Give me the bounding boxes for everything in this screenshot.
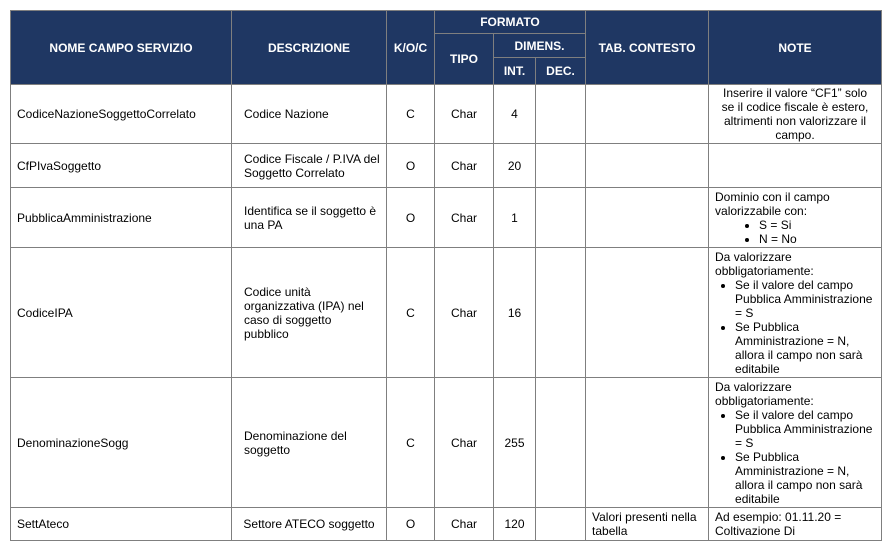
cell-note: Inserire il valore “CF1” solo se il codice fiscale è estero, altrimenti non valorizzare il campo.: [709, 85, 882, 144]
cell-tab: [586, 248, 709, 378]
note-list: [715, 218, 875, 246]
cell-dec: [536, 188, 586, 248]
cell-tipo: Char: [435, 508, 494, 541]
cell-note: [709, 378, 882, 508]
table-row: [11, 248, 882, 378]
cell-koc: C: [387, 248, 435, 378]
cell-note: Ad esempio: 01.11.20 = Coltivazione Di: [709, 508, 882, 541]
table-row: [11, 188, 882, 248]
cell-nome: CodiceNazioneSoggettoCorrelato: [11, 85, 232, 144]
table-row: [11, 144, 882, 188]
cell-int: 255: [494, 378, 536, 508]
cell-tipo: Char: [435, 85, 494, 144]
header-nome-campo: NOME CAMPO SERVIZIO: [11, 11, 232, 85]
cell-tipo: Char: [435, 144, 494, 188]
cell-tab: [586, 85, 709, 144]
cell-note: [709, 188, 882, 248]
note-list: [715, 408, 875, 506]
table-row: [11, 378, 882, 508]
header-formato: FORMATO: [435, 11, 586, 34]
header-tipo: TIPO: [435, 34, 494, 85]
cell-descrizione: Codice Nazione: [232, 85, 387, 144]
cell-int: 1: [494, 188, 536, 248]
cell-dec: [536, 508, 586, 541]
cell-dec: [536, 85, 586, 144]
cell-nome: CfPIvaSoggetto: [11, 144, 232, 188]
cell-tab: [586, 188, 709, 248]
header-note: NOTE: [709, 11, 882, 85]
cell-tab: [586, 378, 709, 508]
cell-nome: PubblicaAmministrazione: [11, 188, 232, 248]
cell-note: [709, 248, 882, 378]
note-intro: Da valorizzare obbligatoriamente:: [715, 379, 814, 408]
service-fields-table: [10, 10, 882, 541]
cell-nome: SettAteco: [11, 508, 232, 541]
header-dec: DEC.: [536, 58, 586, 85]
cell-koc: C: [387, 85, 435, 144]
cell-nome: DenominazioneSogg: [11, 378, 232, 508]
note-list-item: • Se il valore del campo Pubblica Amministrazione = S: [735, 278, 875, 320]
cell-int: 16: [494, 248, 536, 378]
cell-descrizione: Codice Fiscale / P.IVA del Soggetto Correlato: [232, 144, 387, 188]
note-list-item: • N = No: [759, 232, 875, 246]
header-dimens: DIMENS.: [494, 34, 586, 58]
cell-descrizione: Settore ATECO soggetto: [232, 508, 387, 541]
cell-note: [709, 144, 882, 188]
cell-descrizione: Codice unità organizzativa (IPA) nel caso di soggetto pubblico: [232, 248, 387, 378]
note-intro: Dominio con il campo valorizzabile con:: [715, 189, 830, 218]
cell-tab: [586, 144, 709, 188]
header-int: INT.: [494, 58, 536, 85]
cell-descrizione: Denominazione del soggetto: [232, 378, 387, 508]
header-descrizione: DESCRIZIONE: [232, 11, 387, 85]
cell-tipo: Char: [435, 188, 494, 248]
cell-tab: Valori presenti nella tabella: [586, 508, 709, 541]
cell-int: 4: [494, 85, 536, 144]
cell-tipo: Char: [435, 248, 494, 378]
cell-koc: O: [387, 144, 435, 188]
cell-dec: [536, 378, 586, 508]
cell-koc: C: [387, 378, 435, 508]
note-list-item: • Se Pubblica Amministrazione = N, allora il campo non sarà editabile: [735, 450, 875, 506]
table-row: [11, 85, 882, 144]
cell-int: 120: [494, 508, 536, 541]
cell-int: 20: [494, 144, 536, 188]
cell-dec: [536, 144, 586, 188]
cell-koc: O: [387, 508, 435, 541]
header-tab-contesto: TAB. CONTESTO: [586, 11, 709, 85]
cell-koc: O: [387, 188, 435, 248]
note-intro: Da valorizzare obbligatoriamente:: [715, 249, 814, 278]
cell-tipo: Char: [435, 378, 494, 508]
note-list-item: • Se Pubblica Amministrazione = N, allora il campo non sarà editabile: [735, 320, 875, 376]
note-list-item: • Se il valore del campo Pubblica Amministrazione = S: [735, 408, 875, 450]
note-list-item: • S = Si: [759, 218, 875, 232]
header-koc: K/O/C: [387, 11, 435, 85]
cell-nome: CodiceIPA: [11, 248, 232, 378]
note-list: [715, 278, 875, 376]
table-row: [11, 508, 882, 541]
cell-dec: [536, 248, 586, 378]
cell-descrizione: Identifica se il soggetto è una PA: [232, 188, 387, 248]
